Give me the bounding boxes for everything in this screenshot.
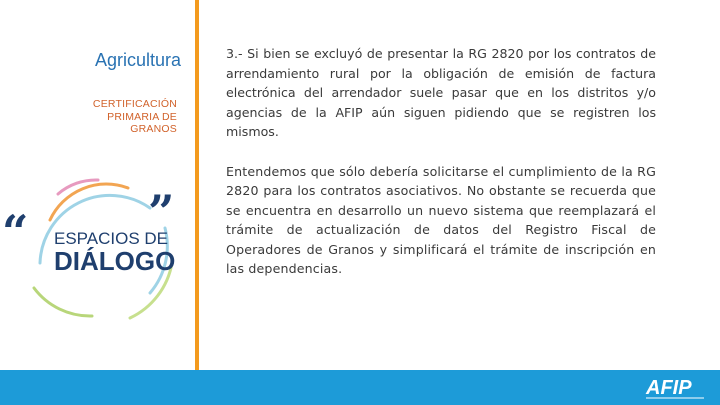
open-quote-icon: “ [2, 205, 29, 259]
logo-line2: DIÁLOGO [54, 246, 176, 276]
afip-logo [644, 375, 708, 401]
afip-wordmark: AFIP [646, 377, 692, 399]
logo-arc-green [34, 288, 92, 316]
main-content [226, 44, 656, 279]
paragraph-point-3: 3.- Si bien se excluyó de presentar la RG 2820 por los contratos de arrendamiento rural por la obligación de emisión de factura electrónica del arrendador suele pasar que en los distritos y/o agencias de la AFIP aún siguen pidiendo que se registren los mismos. [226, 46, 656, 139]
espacios-de-dialogo-logo [0, 168, 195, 328]
sidebar [0, 0, 195, 370]
subtitle-line: GRANOS [130, 123, 177, 135]
paragraph-response: Entendemos que sólo debería solicitarse el cumplimiento de la RG 2820 para los contratos asociativos. No obstante se recuerda que se encuentra en desarrollo un nuevo sistema que reemplazará el trámite de actualización de datos del Registro Fiscal de Operadores de Granos y simplificará el trámite de inscripción en las dependencias. [226, 163, 656, 276]
subtitle-line: PRIMARIA DE [107, 110, 177, 123]
logo-line1: ESPACIOS DE [54, 229, 168, 248]
section-subtitle [27, 98, 177, 136]
vertical-divider [195, 0, 199, 370]
footer-bar [0, 370, 720, 405]
section-title: Agricultura [94, 50, 181, 70]
subtitle-line: CERTIFICACIÓN [92, 98, 177, 110]
close-quote-icon: ” [148, 185, 175, 239]
